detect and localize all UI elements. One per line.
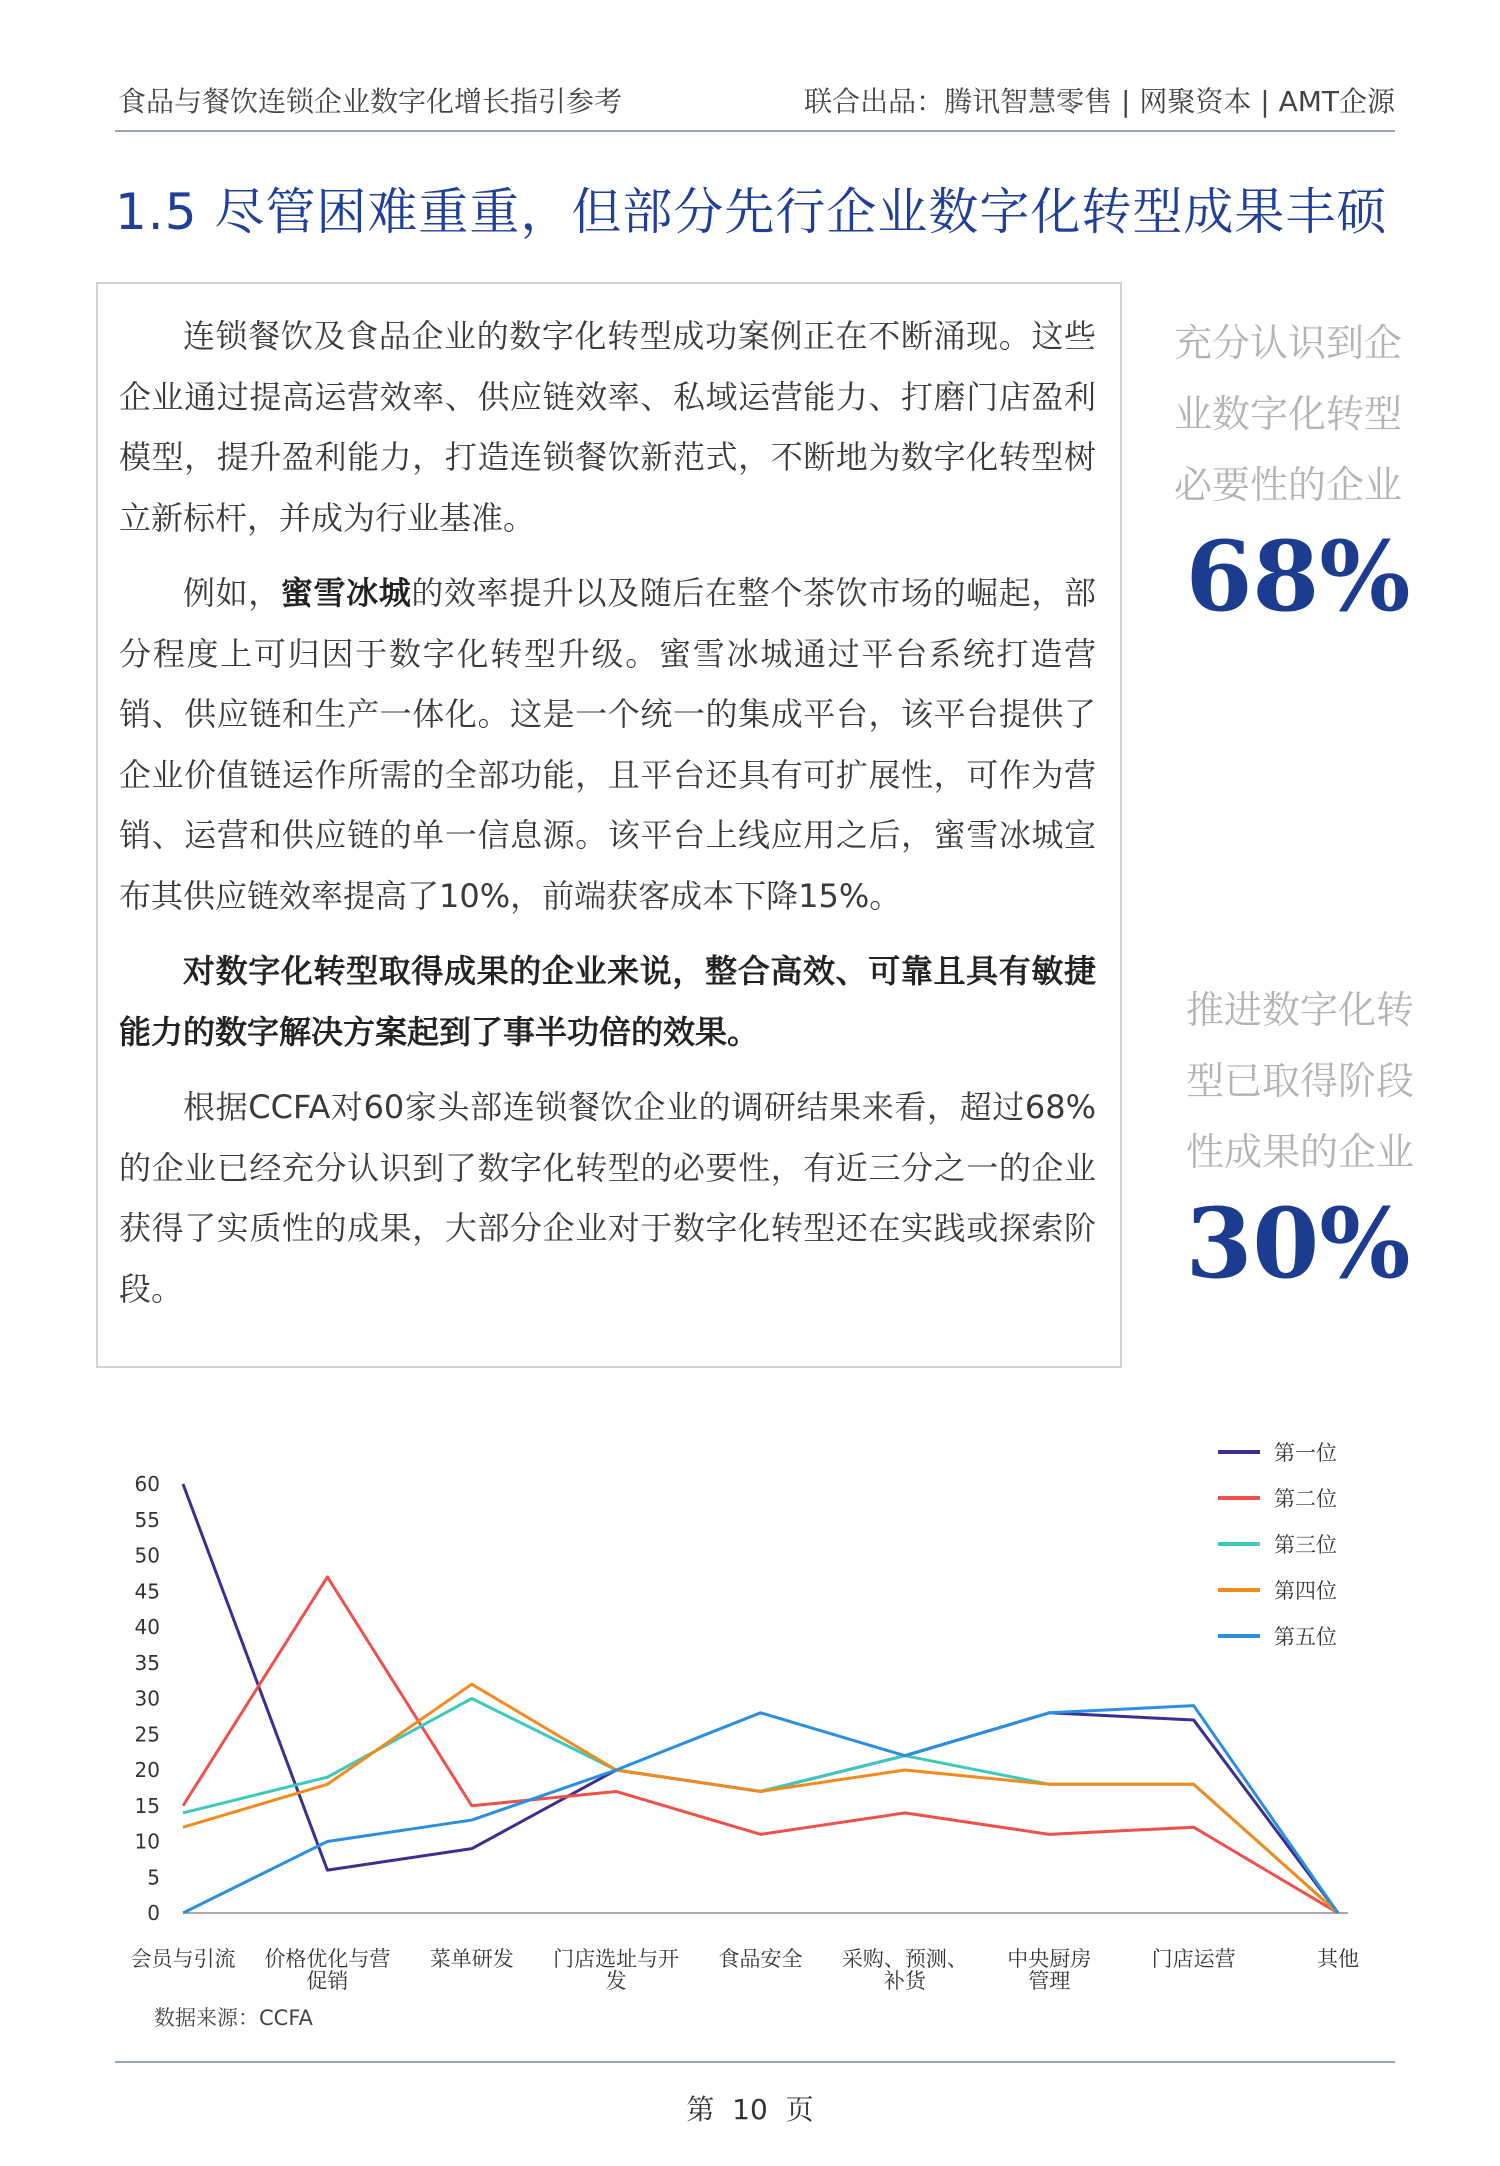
- paragraph-2-intro: 例如，: [183, 574, 281, 612]
- y-tick-label-30: 30: [134, 1686, 160, 1711]
- x-tick-label-5: 食品安全: [718, 1947, 803, 1971]
- y-tick-label-40: 40: [134, 1615, 160, 1639]
- header-divider: [115, 130, 1395, 132]
- paragraph-2-body: 的效率提升以及随后在整个茶饮市场的崛起，部分程度上可归因于数字化转型升级。蜜雪冰城通过平台系统打造营销、供应链和生产一体化。这是一个统一的集成平台，该平台提供了企业价值链运作所需的全部功能，且平台还具有可扩展性，可作为营销、运营和供应链的单一信息源。该平台上线应用之后，蜜雪冰城宣布其供应链效率提高了10%，前端获客成本下降15%。: [119, 574, 1096, 915]
- legend-label-1: 第一位: [1274, 1441, 1337, 1465]
- y-tick-label-20: 20: [134, 1758, 160, 1782]
- legend-label-5: 第五位: [1274, 1625, 1337, 1649]
- series-line-2: [183, 1577, 1338, 1913]
- y-tick-label-55: 55: [134, 1507, 160, 1532]
- y-tick-label-25: 25: [134, 1722, 160, 1747]
- y-tick-label-5: 5: [147, 1865, 160, 1890]
- series-line-3: [183, 1699, 1338, 1914]
- callout-1-label: 充分认识到企业数字化转型必要性的企业: [1173, 321, 1402, 507]
- x-tick-label-2-line2: 促销: [306, 1969, 349, 1993]
- x-tick-label-2: 价格优化与营: [264, 1947, 391, 1971]
- brand-highlight: 蜜雪冰城: [280, 574, 412, 612]
- y-tick-label-50: 50: [134, 1543, 160, 1568]
- x-tick-label-9: 其他: [1317, 1947, 1359, 1971]
- page-number: 第 10 页: [686, 2093, 814, 2126]
- y-tick-label-0: 0: [147, 1901, 160, 1925]
- x-tick-label-7-line2: 管理: [1028, 1969, 1071, 1993]
- callout-1-value: 68%: [1185, 520, 1411, 633]
- data-source: 数据来源：CCFA: [154, 2006, 313, 2030]
- paragraph-4: 根据CCFA对60家头部连锁餐饮企业的调研结果来看，超过68%的企业已经充分认识到了数字化转型的必要性，有近三分之一的企业获得了实质性的成果，大部分企业对于数字化转型还在实践或探索阶段。: [119, 1088, 1096, 1308]
- x-tick-label-6-line2: 补货: [883, 1969, 926, 1993]
- x-tick-label-1: 会员与引流: [130, 1947, 236, 1971]
- header-title: 食品与餐饮连锁企业数字化增长指引参考: [118, 85, 623, 118]
- x-tick-label-7: 中央厨房: [1007, 1947, 1092, 1971]
- callout-2-value: 30%: [1185, 1187, 1411, 1300]
- x-tick-label-4: 门店选址与开: [553, 1947, 680, 1971]
- y-tick-label-45: 45: [134, 1579, 160, 1604]
- legend-label-2: 第二位: [1274, 1487, 1337, 1511]
- footer-divider: [115, 2061, 1395, 2063]
- y-tick-label-15: 15: [134, 1793, 160, 1818]
- legend-label-3: 第三位: [1274, 1533, 1337, 1557]
- paragraph-1: 连锁餐饮及食品企业的数字化转型成功案例正在不断涌现。这些企业通过提高运营效率、供应链效率、私域运营能力、打磨门店盈利模型，提升盈利能力，打造连锁餐饮新范式，不断地为数字化转型树立新标杆，并成为行业基准。: [119, 317, 1096, 537]
- header-publishers: 联合出品：腾讯智慧零售 | 网聚资本 | AMT企源: [804, 85, 1395, 118]
- x-tick-label-4-line2: 发: [605, 1969, 627, 1993]
- series-line-1: [183, 1484, 1338, 1913]
- x-tick-label-8: 门店运营: [1151, 1947, 1236, 1971]
- paragraph-3: 对数字化转型取得成果的企业来说，整合高效、可靠且具有敏捷能力的数字解决方案起到了事半功倍的效果。: [119, 952, 1096, 1051]
- paragraph-2: [119, 563, 1096, 926]
- body-text-box: [96, 282, 1122, 1368]
- ranking-line-chart: [0, 1400, 1500, 2000]
- callout-2-label: 推进数字化转型已取得阶段性成果的企业: [1185, 988, 1414, 1174]
- x-tick-label-3: 菜单研发: [429, 1947, 514, 1971]
- y-tick-label-35: 35: [134, 1650, 160, 1675]
- x-tick-label-6: 采购、预测、: [841, 1947, 968, 1971]
- y-tick-label-60: 60: [134, 1472, 160, 1496]
- y-tick-label-10: 10: [134, 1829, 160, 1854]
- legend-label-4: 第四位: [1274, 1579, 1337, 1603]
- section-title: 1.5 尽管困难重重，但部分先行企业数字化转型成果丰硕: [115, 183, 1388, 241]
- series-line-5: [183, 1706, 1338, 1913]
